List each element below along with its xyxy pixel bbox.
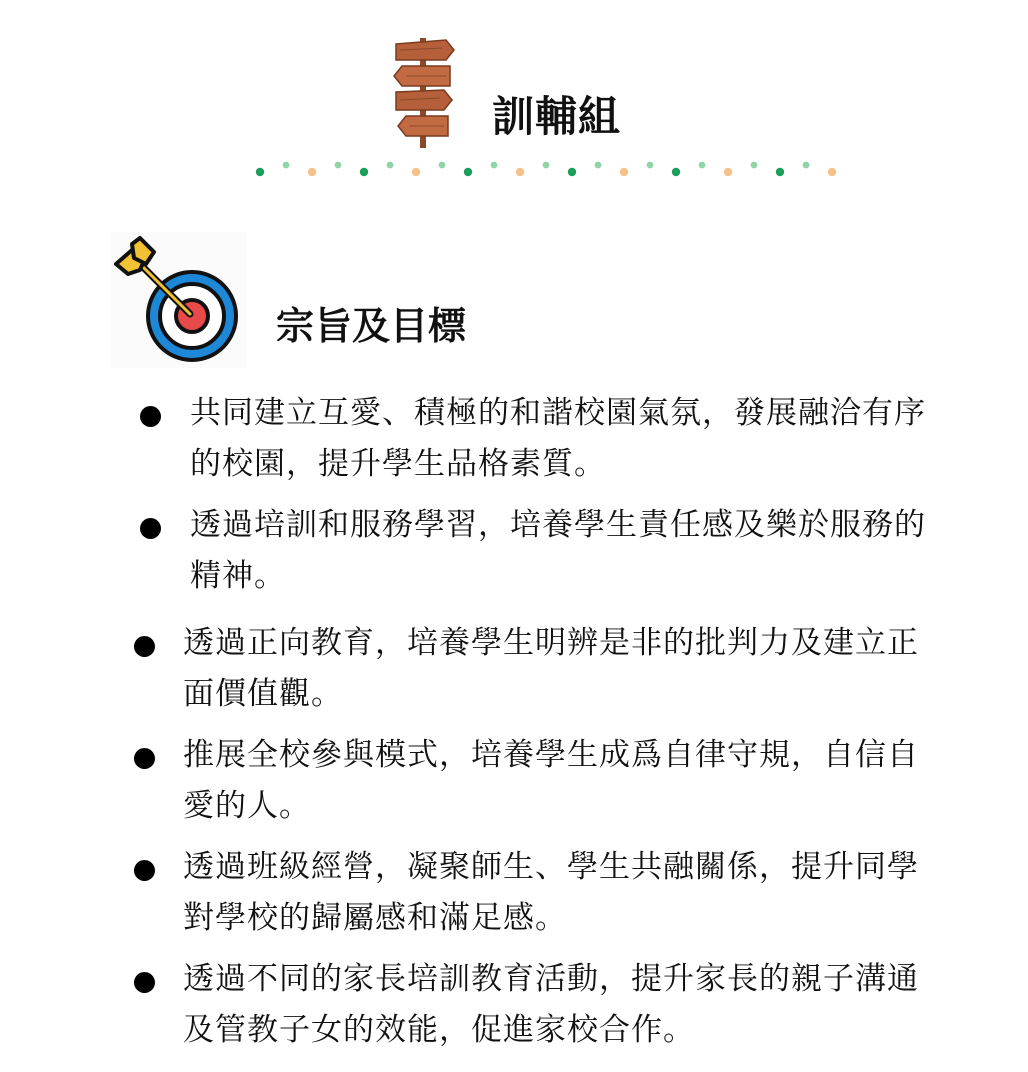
- divider-dot: [491, 162, 498, 169]
- divider-dot: [751, 162, 758, 169]
- list-item: [140, 500, 940, 602]
- divider-dot: [439, 162, 446, 169]
- section-heading: 宗旨及目標: [276, 304, 467, 348]
- divider-dot: [828, 168, 836, 176]
- goal-text: 透過班級經營，凝聚師生、學生共融關係，提升同學對學校的歸屬感和滿足感。: [183, 849, 919, 936]
- divider-dot: [568, 168, 576, 176]
- goal-text: 推展全校參與模式，培養學生成爲自律守規，自信自愛的人。: [183, 737, 919, 824]
- divider-dot: [516, 168, 524, 176]
- divider-dot: [387, 162, 394, 169]
- divider-dot: [620, 168, 628, 176]
- list-item: [134, 730, 934, 832]
- bullet-icon: [134, 748, 155, 769]
- divider-dot: [803, 162, 810, 169]
- divider-dot: [647, 162, 654, 169]
- divider-dot: [412, 168, 420, 176]
- bullet-icon: [134, 972, 155, 993]
- bullet-icon: [140, 406, 161, 427]
- divider-dot: [308, 168, 316, 176]
- bullet-icon: [140, 518, 161, 539]
- dot-divider: [248, 152, 844, 182]
- bullet-icon: [134, 636, 155, 657]
- divider-dot: [360, 168, 368, 176]
- divider-dot: [724, 168, 732, 176]
- bullet-icon: [134, 860, 155, 881]
- list-item: [134, 954, 934, 1056]
- list-item: [140, 388, 940, 490]
- divider-dot: [543, 162, 550, 169]
- goal-text: 共同建立互愛、積極的和諧校園氣氛，發展融洽有序的校園，提升學生品格素質。: [190, 395, 926, 482]
- target-dart-icon: [110, 232, 246, 368]
- goal-text: 透過培訓和服務學習，培養學生責任感及樂於服務的精神。: [190, 507, 926, 594]
- divider-dot: [672, 168, 680, 176]
- divider-dot: [335, 162, 342, 169]
- divider-dot: [464, 168, 472, 176]
- signpost-icon: [388, 36, 458, 150]
- divider-dot: [595, 162, 602, 169]
- goal-text: 透過正向教育，培養學生明辨是非的批判力及建立正面價值觀。: [183, 625, 919, 712]
- divider-dot: [776, 168, 784, 176]
- divider-dot: [256, 168, 264, 176]
- list-item: [134, 842, 934, 944]
- list-item: [134, 618, 934, 720]
- divider-dot: [283, 162, 290, 169]
- divider-dot: [699, 162, 706, 169]
- goal-text: 透過不同的家長培訓教育活動，提升家長的親子溝通及管教子女的效能，促進家校合作。: [183, 961, 919, 1048]
- page-title: 訓輔組: [492, 92, 622, 141]
